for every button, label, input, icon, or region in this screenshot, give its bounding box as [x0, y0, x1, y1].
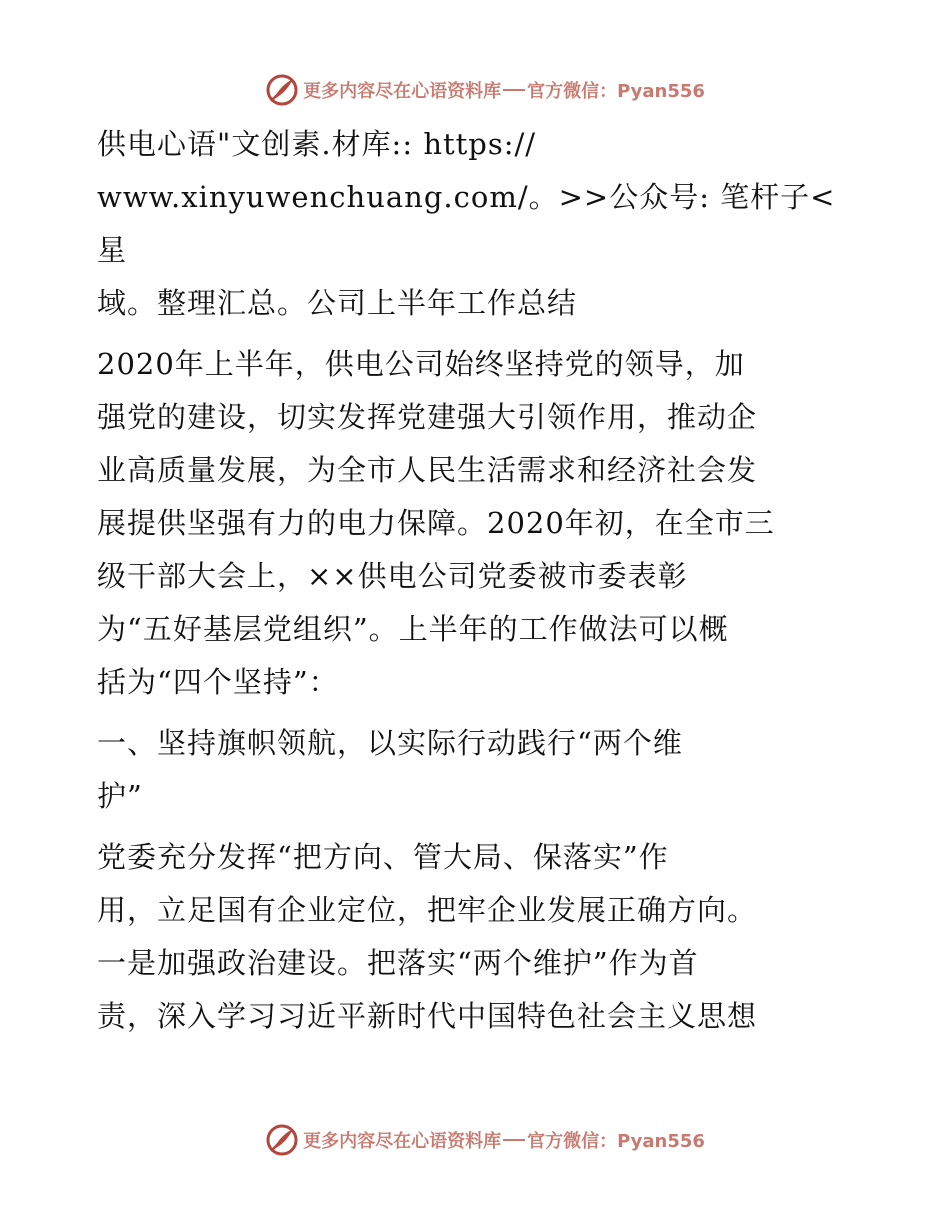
footer-banner-text: 更多内容尽在心语资料库	[303, 1131, 502, 1152]
header-banner	[0, 70, 950, 110]
paragraph-line: 责，深入学习习近平新时代中国特色社会主义思想	[97, 999, 758, 1033]
header-banner-dash	[503, 89, 525, 91]
paragraph-line: 级干部大会上，××供电公司党委被市委表彰	[97, 559, 688, 593]
document-body	[97, 118, 857, 1043]
footer-banner-suffix: 官方微信：Pyan556	[527, 1131, 705, 1152]
intro-line: 域。整理汇总。公司上半年工作总结	[97, 286, 578, 320]
header-banner-suffix: 官方微信：Pyan556	[527, 81, 705, 102]
paragraph-line: 一是加强政治建设。把落实“两个维护”作为首	[97, 946, 699, 980]
paragraph-line: 括为“四个坚持”：	[97, 665, 339, 699]
paragraph-line: 强党的建设，切实发挥党建强大引领作用，推动企	[97, 400, 758, 434]
footer-banner	[0, 1120, 950, 1160]
header-banner-text: 更多内容尽在心语资料库	[303, 81, 502, 102]
intro-line: 供电心语"文创素.材库:: https://	[97, 127, 537, 161]
feather-quill-logo-icon	[265, 73, 299, 107]
intro-line: www.xinyuwenchuang.com/。>>公众号: 笔杆子<星	[97, 180, 836, 267]
section-heading-line: 一、坚持旗帜领航，以实际行动践行“两个维	[97, 726, 683, 760]
section-heading-line: 护”	[97, 779, 143, 813]
paragraph-line: 用，立足国有企业定位，把牢企业发展正确方向。	[97, 893, 758, 927]
paragraph-line: 业高质量发展，为全市人民生活需求和经济社会发	[97, 453, 758, 487]
feather-quill-logo-icon	[265, 1123, 299, 1157]
paragraph-line: 为“五好基层党组织”。上半年的工作做法可以概	[97, 612, 729, 646]
paragraph-line: 展提供坚强有力的电力保障。2020年初，在全市三	[97, 506, 775, 540]
footer-banner-dash	[503, 1139, 525, 1141]
paragraph-line: 党委充分发挥“把方向、管大局、保落实”作	[97, 840, 669, 874]
paragraph-line: 2020年上半年，供电公司始终坚持党的领导，加	[97, 347, 745, 381]
